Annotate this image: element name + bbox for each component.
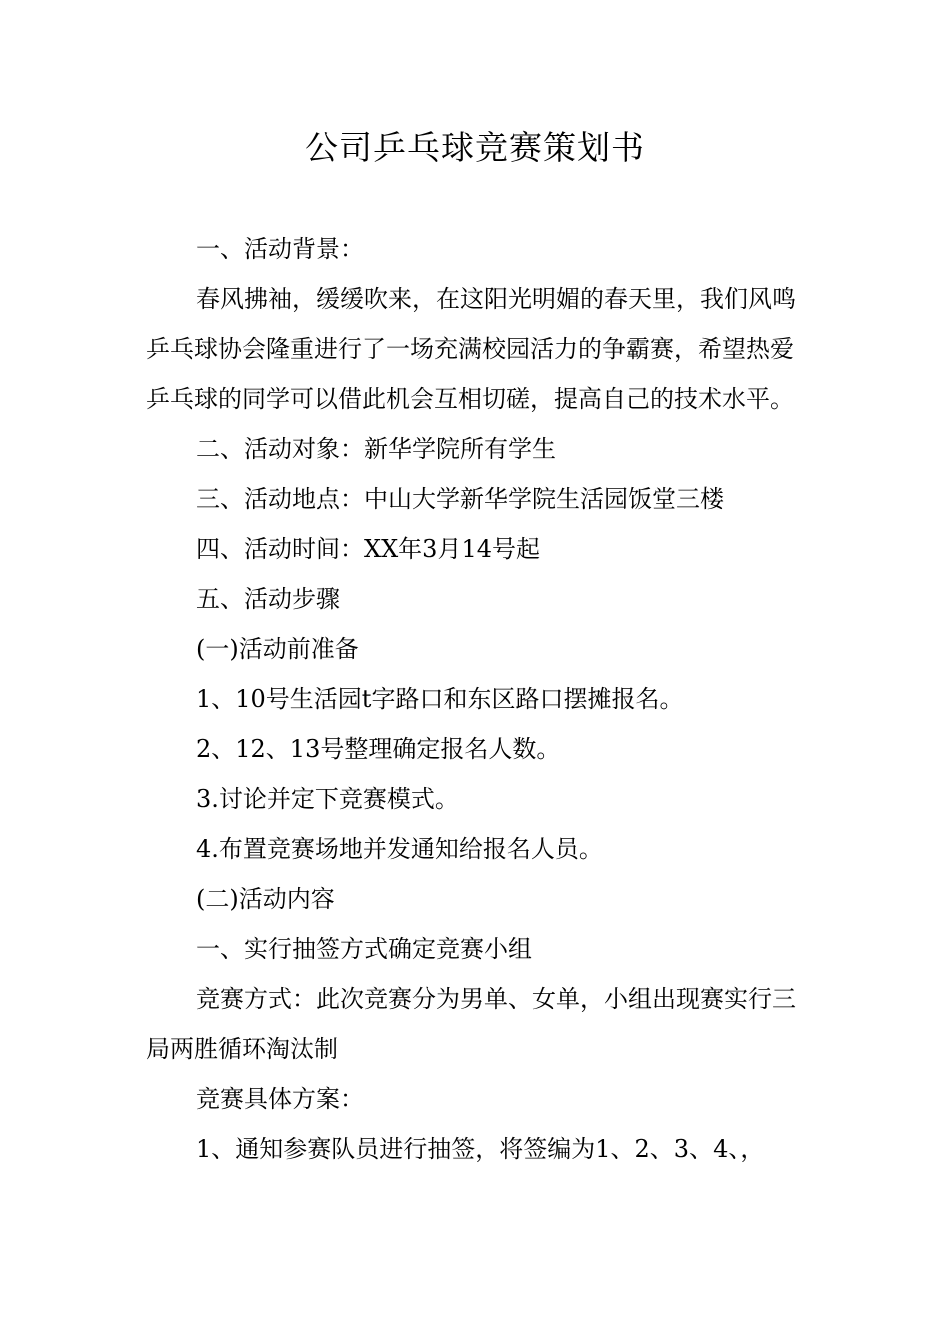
background-paragraph: 春风拂袖，缓缓吹来，在这阳光明媚的春天里，我们风鸣乒乓球协会隆重进行了一场充满校园活力的争霸赛，希望热爱乒乓球的同学可以借此机会互相切磋，提高自己的技术水平。 [146,285,796,413]
competition-plan-heading: 竞赛具体方案： [196,1085,364,1113]
preparation-item-2: 2、12、13号整理确定报名人数。 [196,735,561,763]
activity-location: 三、活动地点：中山大学新华学院生活园饭堂三楼 [196,485,724,513]
section-heading-steps: 五、活动步骤 [196,585,340,613]
activity-target: 二、活动对象：新华学院所有学生 [196,435,556,463]
subheading-content: (二)活动内容 [196,885,335,913]
section-heading-background: 一、活动背景： [196,235,364,263]
document-body [146,224,806,1174]
preparation-item-1: 1、10号生活园t字路口和东区路口摆摊报名。 [196,685,684,713]
document-title: 公司乒乓球竞赛策划书 [305,128,645,167]
subheading-preparation: (一)活动前准备 [196,635,359,663]
competition-format: 竞赛方式：此次竞赛分为男单、女单，小组出现赛实行三局两胜循环淘汰制 [146,985,796,1063]
content-item-draw: 一、实行抽签方式确定竞赛小组 [196,935,532,963]
competition-plan-item-1: 1、通知参赛队员进行抽签，将签编为1、2、3、4、， [196,1135,765,1163]
preparation-item-3: 3.讨论并定下竞赛模式。 [196,785,459,813]
activity-time: 四、活动时间：XX年3月14号起 [196,535,540,563]
preparation-item-4: 4.布置竞赛场地并发通知给报名人员。 [196,835,603,863]
